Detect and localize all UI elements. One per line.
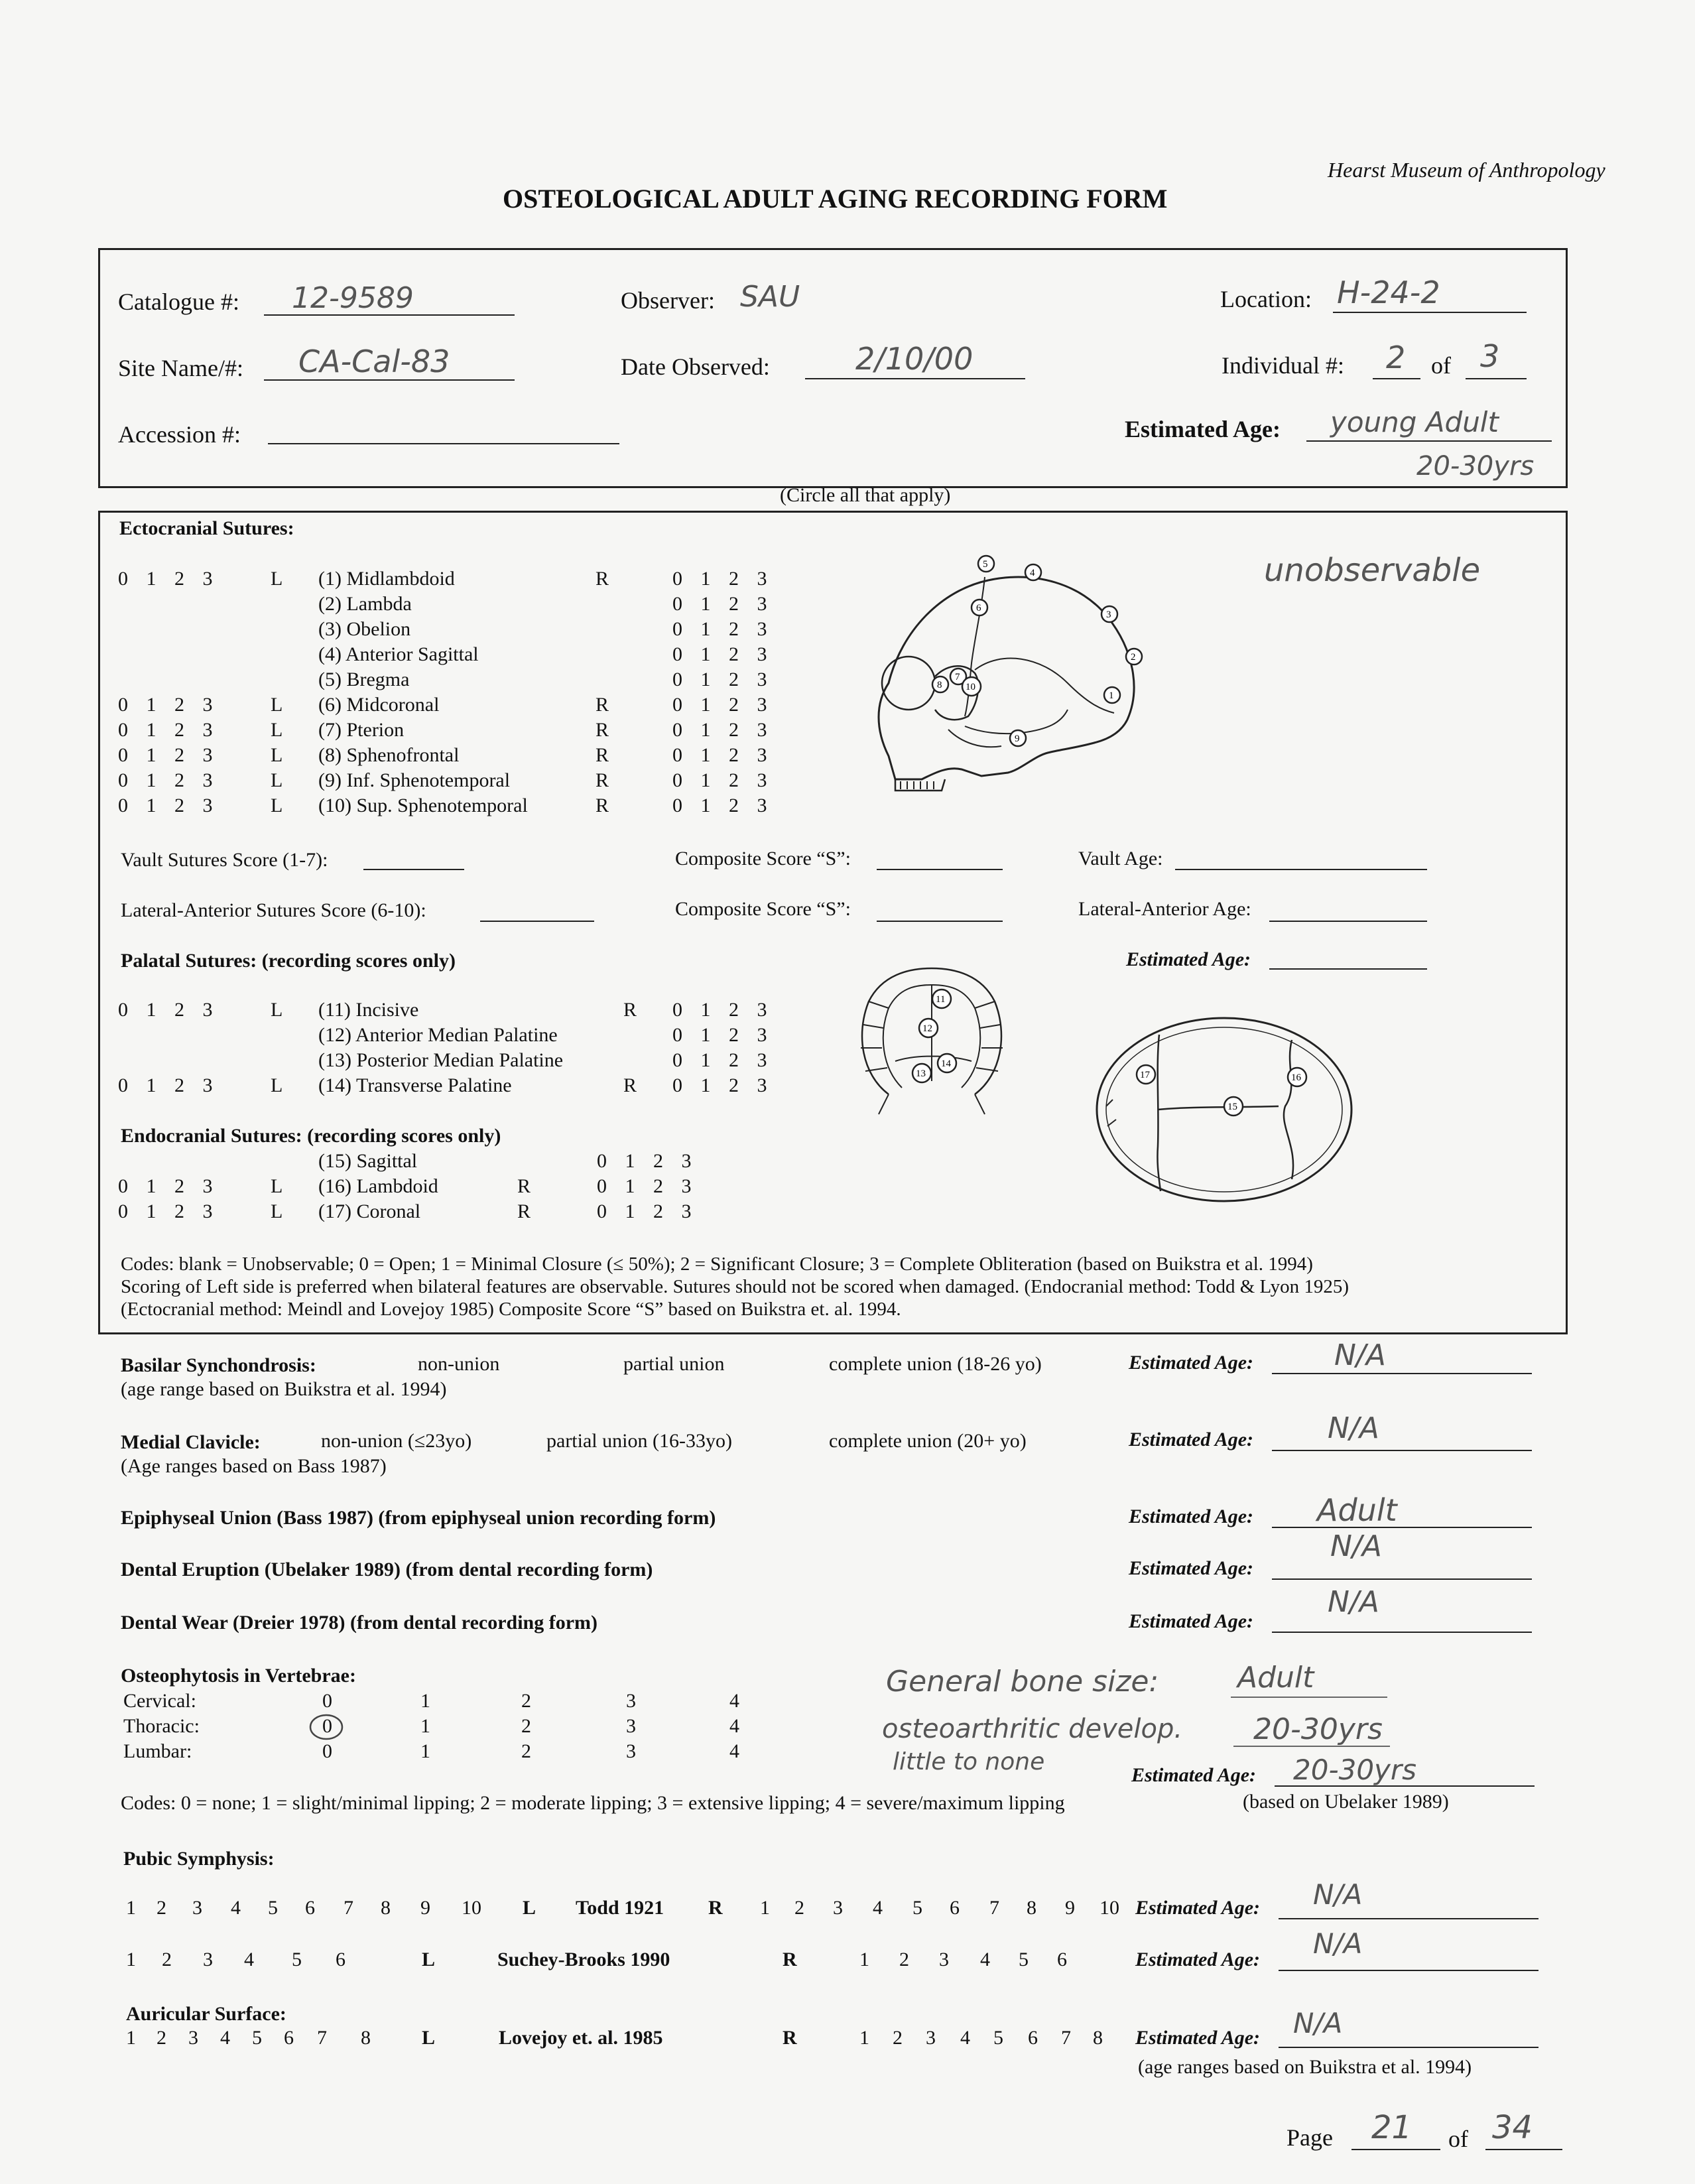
date-line	[805, 378, 1025, 379]
auricular-right-score[interactable]: 7	[1061, 2027, 1071, 2049]
ecto-right-scores[interactable]: 0 1 2 3	[672, 618, 774, 640]
palatal-right-scores[interactable]: 0 1 2 3	[672, 1024, 774, 1046]
ecto-item-name: (4) Anterior Sagittal	[318, 643, 479, 665]
ecto-left-scores[interactable]: 0 1 2 3	[118, 795, 220, 816]
osteo-score[interactable]: 3	[626, 1715, 636, 1737]
ectocranial-heading: Ectocranial Sutures:	[119, 517, 294, 539]
auricular-est-value[interactable]: N/A	[1293, 2007, 1343, 2039]
basilar-non-union[interactable]: non-union	[418, 1353, 500, 1375]
estimated-age-value[interactable]: young Adult	[1330, 406, 1499, 438]
museum-name: Hearst Museum of Anthropology	[1328, 158, 1605, 182]
osteo-score[interactable]: 1	[420, 1740, 430, 1762]
sb-est-label: Estimated Age:	[1135, 1949, 1261, 1970]
vault-score-label: Vault Sutures Score (1-7):	[121, 849, 328, 871]
basilar-title: Basilar Synchondrosis:	[121, 1354, 316, 1376]
sb-est-line	[1279, 1970, 1538, 1971]
ectocranial-note[interactable]: unobservable	[1264, 552, 1481, 589]
osteo-score[interactable]: 0	[322, 1690, 332, 1712]
auricular-right-score[interactable]: 6	[1028, 2027, 1038, 2049]
endocranial-heading: Endocranial Sutures: (recording scores only)	[121, 1125, 501, 1147]
osteo-note-1-line	[1231, 1697, 1387, 1698]
lateral-score-line[interactable]	[480, 921, 594, 922]
dental-eruption-est-line	[1272, 1578, 1532, 1580]
ecto-left-scores[interactable]: 0 1 2 3	[118, 744, 220, 766]
dental-eruption-est-value[interactable]: N/A	[1330, 1529, 1382, 1563]
osteo-note-2[interactable]: osteoarthritic develop.	[882, 1714, 1183, 1744]
basilar-sub: (age range based on Buikstra et al. 1994)	[121, 1378, 447, 1400]
catalogue-label: Catalogue #:	[118, 289, 239, 315]
ecto-left-marker: L	[271, 694, 283, 716]
individual-label: Individual #:	[1222, 352, 1344, 379]
clavicle-partial-union[interactable]: partial union (16-33yo)	[546, 1430, 732, 1452]
ecto-right-scores[interactable]: 0 1 2 3	[672, 593, 774, 615]
palatal-right-scores[interactable]: 0 1 2 3	[672, 1049, 774, 1071]
site-line	[264, 379, 515, 381]
sb-left-score[interactable]: 6	[336, 1949, 345, 1970]
auricular-right-score[interactable]: 1	[859, 2027, 869, 2049]
accession-line[interactable]	[268, 443, 619, 444]
todd-right-score[interactable]: 4	[873, 1897, 883, 1919]
palatal-left-marker: L	[271, 1074, 283, 1096]
osteo-score[interactable]: 4	[729, 1690, 739, 1712]
auricular-left-score[interactable]: 6	[284, 2027, 294, 2049]
ecto-right-scores[interactable]: 0 1 2 3	[672, 669, 774, 690]
ecto-item-name: (2) Lambda	[318, 593, 412, 615]
clavicle-est-label: Estimated Age:	[1129, 1429, 1254, 1450]
basilar-est-value[interactable]: N/A	[1334, 1338, 1386, 1372]
ecto-item-name: (8) Sphenofrontal	[318, 744, 460, 766]
palate-diagram	[849, 962, 1015, 1121]
osteo-note-1-value[interactable]: Adult	[1237, 1661, 1314, 1695]
svg-text:11: 11	[936, 994, 946, 1005]
ecto-item-name: (5) Bregma	[318, 669, 410, 690]
ecto-right-marker: R	[596, 568, 609, 590]
page-total-line	[1485, 2149, 1562, 2150]
svg-text:13: 13	[916, 1068, 926, 1079]
osteo-score[interactable]: 0	[322, 1715, 332, 1737]
ecto-left-marker: L	[271, 795, 283, 816]
ecto-right-marker: R	[596, 769, 609, 791]
dental-wear-est-line	[1272, 1632, 1532, 1633]
sb-left-score[interactable]: 4	[244, 1949, 254, 1970]
todd-left-score[interactable]: 10	[462, 1897, 481, 1919]
auricular-est-label: Estimated Age:	[1135, 2027, 1261, 2049]
auricular-right-score[interactable]: 4	[960, 2027, 970, 2049]
sb-right-score[interactable]: 5	[1019, 1949, 1029, 1970]
palatal-right-marker: R	[623, 1074, 637, 1096]
sb-right-marker: R	[783, 1949, 797, 1970]
ecto-left-scores[interactable]: 0 1 2 3	[118, 719, 220, 741]
ecto-item-name: (9) Inf. Sphenotemporal	[318, 769, 511, 791]
sb-label: Suchey-Brooks 1990	[497, 1949, 670, 1970]
todd-left-score[interactable]: 4	[231, 1897, 241, 1919]
sb-left-score[interactable]: 3	[203, 1949, 213, 1970]
endo-right-marker: R	[517, 1200, 531, 1222]
endo-left-marker: L	[271, 1175, 283, 1197]
clavicle-non-union[interactable]: non-union (≤23yo)	[321, 1430, 472, 1452]
auricular-right-score[interactable]: 8	[1093, 2027, 1103, 2049]
ecto-right-marker: R	[596, 795, 609, 816]
svg-text:6: 6	[976, 603, 981, 613]
svg-text:17: 17	[1140, 1070, 1150, 1080]
palatal-item-name: (14) Transverse Palatine	[318, 1074, 512, 1096]
endo-right-scores[interactable]: 0 1 2 3	[597, 1200, 698, 1222]
svg-text:9: 9	[1015, 734, 1020, 744]
sb-right-score[interactable]: 6	[1057, 1949, 1067, 1970]
individual-line	[1373, 378, 1420, 379]
ecto-right-marker: R	[596, 694, 609, 716]
osteo-codes: Codes: 0 = none; 1 = slight/minimal lipping; 2 = moderate lipping; 3 = extensive lipping; 4 = severe/maximum lipping	[121, 1792, 1065, 1814]
todd-left-score[interactable]: 8	[381, 1897, 391, 1919]
ecto-left-scores[interactable]: 0 1 2 3	[118, 568, 220, 590]
osteo-title: Osteophytosis in Vertebrae:	[121, 1665, 356, 1687]
dental-eruption-title: Dental Eruption (Ubelaker 1989) (from dental recording form)	[121, 1559, 653, 1580]
ecto-left-marker: L	[271, 744, 283, 766]
individual-of: of	[1431, 352, 1451, 379]
auricular-left-score[interactable]: 4	[220, 2027, 230, 2049]
svg-text:5: 5	[983, 559, 988, 570]
auricular-left-score[interactable]: 2	[157, 2027, 166, 2049]
catalogue-value[interactable]: 12-9589	[292, 281, 414, 315]
auricular-left-score[interactable]: 3	[188, 2027, 198, 2049]
basilar-est-line	[1272, 1373, 1532, 1374]
ecto-item-name: (6) Midcoronal	[318, 694, 440, 716]
codes-line-3: (Ectocranial method: Meindl and Lovejoy 1985) Composite Score “S” based on Buikstra et. al. 1994.	[121, 1299, 901, 1320]
svg-text:15: 15	[1227, 1102, 1237, 1112]
codes-line-1: Codes: blank = Unobservable; 0 = Open; 1 = Minimal Closure (≤ 50%); 2 = Significant Closure; 3 = Complete Obliteration (based on Buikstra et al. 1994)	[121, 1253, 1313, 1275]
todd-right-score[interactable]: 9	[1065, 1897, 1075, 1919]
composite-score-1-label: Composite Score “S”:	[675, 848, 851, 869]
todd-right-score[interactable]: 8	[1027, 1897, 1036, 1919]
auricular-right-score[interactable]: 5	[993, 2027, 1003, 2049]
auricular-sub: (age ranges based on Buikstra et al. 1994)	[1138, 2056, 1472, 2078]
palatal-right-scores[interactable]: 0 1 2 3	[672, 999, 774, 1021]
todd-est-value[interactable]: N/A	[1313, 1878, 1363, 1911]
palatal-left-scores[interactable]: 0 1 2 3	[118, 999, 220, 1021]
palatal-left-marker: L	[271, 999, 283, 1021]
sb-left-score[interactable]: 1	[126, 1949, 136, 1970]
auricular-right-score[interactable]: 2	[893, 2027, 903, 2049]
ecto-right-scores[interactable]: 0 1 2 3	[672, 568, 774, 590]
ecto-left-scores[interactable]: 0 1 2 3	[118, 694, 220, 716]
basilar-est-label: Estimated Age:	[1129, 1352, 1254, 1374]
todd-right-score[interactable]: 10	[1099, 1897, 1119, 1919]
osteo-score[interactable]: 1	[420, 1690, 430, 1712]
accession-label: Accession #:	[118, 421, 241, 448]
svg-text:16: 16	[1291, 1072, 1301, 1083]
osteo-est-label: Estimated Age:	[1131, 1764, 1257, 1786]
ecto-left-marker: L	[271, 719, 283, 741]
palatal-right-marker: R	[623, 999, 637, 1021]
clavicle-est-value[interactable]: N/A	[1328, 1411, 1379, 1445]
ecto-right-marker: R	[596, 744, 609, 766]
observer-label: Observer:	[621, 287, 715, 314]
composite-score-2-line[interactable]	[877, 921, 1003, 922]
osteo-score[interactable]: 1	[420, 1715, 430, 1737]
vault-score-line[interactable]	[363, 869, 464, 870]
palatal-heading: Palatal Sutures: (recording scores only)	[121, 950, 456, 972]
endo-left-marker: L	[271, 1200, 283, 1222]
osteo-based: (based on Ubelaker 1989)	[1243, 1791, 1449, 1813]
auricular-left-score[interactable]: 1	[126, 2027, 136, 2049]
estimated-age-label: Estimated Age:	[1125, 416, 1281, 442]
todd-right-score[interactable]: 2	[794, 1897, 804, 1919]
endo-item-name: (16) Lambdoid	[318, 1175, 438, 1197]
todd-right-score[interactable]: 3	[833, 1897, 843, 1919]
endocranial-diagram	[1093, 1013, 1358, 1206]
ecto-right-scores[interactable]: 0 1 2 3	[672, 694, 774, 716]
lateral-age-label: Lateral-Anterior Age:	[1078, 898, 1251, 920]
page-line	[1351, 2149, 1440, 2150]
svg-text:2: 2	[1131, 652, 1136, 663]
clavicle-sub: (Age ranges based on Bass 1987)	[121, 1455, 387, 1477]
osteo-est-value[interactable]: 20-30yrs	[1293, 1754, 1417, 1786]
todd-right-score[interactable]: 7	[989, 1897, 999, 1919]
osteo-row-label: Lumbar:	[123, 1740, 192, 1762]
todd-right-score[interactable]: 6	[950, 1897, 960, 1919]
estimated-age-line	[1306, 440, 1552, 442]
vault-age-line[interactable]	[1175, 869, 1427, 870]
ecto-item-name: (7) Pterion	[318, 719, 405, 741]
svg-text:1: 1	[1109, 690, 1114, 701]
ecto-right-scores[interactable]: 0 1 2 3	[672, 769, 774, 791]
auricular-left-score[interactable]: 8	[361, 2027, 371, 2049]
ecto-right-marker: R	[596, 719, 609, 741]
osteo-score[interactable]: 4	[729, 1715, 739, 1737]
todd-left-score[interactable]: 7	[344, 1897, 353, 1919]
ecto-estimated-age-line[interactable]	[1269, 968, 1427, 970]
date-value[interactable]: 2/10/00	[855, 341, 973, 377]
svg-text:14: 14	[941, 1059, 951, 1069]
composite-score-1-line[interactable]	[877, 869, 1003, 870]
osteo-row-label: Cervical:	[123, 1690, 196, 1712]
page-value[interactable]: 21	[1371, 2109, 1412, 2146]
todd-left-score[interactable]: 9	[420, 1897, 430, 1919]
ecto-left-scores[interactable]: 0 1 2 3	[118, 769, 220, 791]
clavicle-title: Medial Clavicle:	[121, 1431, 261, 1453]
todd-left-score[interactable]: 6	[305, 1897, 315, 1919]
ecto-estimated-age-label: Estimated Age:	[1126, 948, 1251, 970]
auricular-left-score[interactable]: 7	[317, 2027, 327, 2049]
todd-left-score[interactable]: 5	[268, 1897, 278, 1919]
endo-right-scores[interactable]: 0 1 2 3	[597, 1150, 698, 1172]
site-value[interactable]: CA-Cal-83	[298, 344, 450, 379]
skull-lateral-diagram	[849, 550, 1154, 796]
basilar-partial-union[interactable]: partial union	[623, 1353, 725, 1375]
epiphyseal-est-line	[1272, 1527, 1532, 1528]
basilar-complete-union[interactable]: complete union (18-26 yo)	[829, 1353, 1042, 1375]
auricular-left-marker: L	[422, 2027, 436, 2049]
palatal-left-scores[interactable]: 0 1 2 3	[118, 1074, 220, 1096]
todd-right-marker: R	[708, 1897, 723, 1919]
thoracic-0-circle	[306, 1712, 346, 1742]
sb-left-score[interactable]: 2	[162, 1949, 172, 1970]
endo-left-scores[interactable]: 0 1 2 3	[118, 1200, 220, 1222]
ecto-item-name: (1) Midlambdoid	[318, 568, 455, 590]
ecto-right-scores[interactable]: 0 1 2 3	[672, 744, 774, 766]
endo-item-name: (15) Sagittal	[318, 1150, 418, 1172]
page-total[interactable]: 34	[1492, 2109, 1533, 2146]
svg-text:4: 4	[1030, 568, 1035, 578]
location-line	[1333, 312, 1527, 313]
sb-est-value[interactable]: N/A	[1313, 1927, 1363, 1960]
sb-right-score[interactable]: 4	[980, 1949, 990, 1970]
osteo-note-3[interactable]: little to none	[893, 1748, 1045, 1775]
palatal-item-name: (12) Anterior Median Palatine	[318, 1024, 558, 1046]
sb-right-score[interactable]: 2	[899, 1949, 909, 1970]
endo-right-scores[interactable]: 0 1 2 3	[597, 1175, 698, 1197]
ecto-right-scores[interactable]: 0 1 2 3	[672, 795, 774, 816]
ecto-right-scores[interactable]: 0 1 2 3	[672, 643, 774, 665]
endo-right-marker: R	[517, 1175, 531, 1197]
clavicle-complete-union[interactable]: complete union (20+ yo)	[829, 1430, 1027, 1452]
epiphyseal-est-label: Estimated Age:	[1129, 1506, 1254, 1527]
dental-eruption-est-label: Estimated Age:	[1129, 1557, 1254, 1579]
osteo-note-2-value[interactable]: 20-30yrs	[1253, 1712, 1383, 1746]
auricular-est-line	[1279, 2047, 1538, 2048]
location-value[interactable]: H-24-2	[1337, 275, 1440, 310]
sb-left-marker: L	[422, 1949, 436, 1970]
todd-left-score[interactable]: 1	[126, 1897, 136, 1919]
date-label: Date Observed:	[621, 353, 770, 380]
dental-wear-est-label: Estimated Age:	[1129, 1610, 1254, 1632]
auricular-right-marker: R	[783, 2027, 797, 2049]
palatal-right-scores[interactable]: 0 1 2 3	[672, 1074, 774, 1096]
observer-value[interactable]: SAU	[740, 280, 800, 314]
epiphyseal-title: Epiphyseal Union (Bass 1987) (from epiphyseal union recording form)	[121, 1507, 716, 1529]
dental-wear-est-value[interactable]: N/A	[1328, 1585, 1379, 1619]
circle-note: (Circle all that apply)	[780, 484, 951, 506]
svg-text:12: 12	[922, 1023, 932, 1034]
osteo-score[interactable]: 2	[521, 1740, 531, 1762]
endo-item-name: (17) Coronal	[318, 1200, 421, 1222]
individual-value[interactable]: 2	[1386, 340, 1406, 375]
svg-text:3: 3	[1106, 610, 1111, 620]
sb-right-score[interactable]: 3	[939, 1949, 949, 1970]
ecto-left-marker: L	[271, 769, 283, 791]
ecto-left-marker: L	[271, 568, 283, 590]
dental-wear-title: Dental Wear (Dreier 1978) (from dental recording form)	[121, 1612, 598, 1634]
todd-left-score[interactable]: 3	[192, 1897, 202, 1919]
vault-age-label: Vault Age:	[1078, 848, 1163, 869]
ecto-item-name: (10) Sup. Sphenotemporal	[318, 795, 528, 816]
page-of: of	[1448, 2126, 1468, 2152]
individual-total[interactable]: 3	[1480, 338, 1500, 374]
lateral-age-line[interactable]	[1269, 921, 1427, 922]
todd-left-score[interactable]: 2	[157, 1897, 166, 1919]
todd-left-marker: L	[523, 1897, 536, 1919]
auricular-right-score[interactable]: 3	[926, 2027, 936, 2049]
osteo-score[interactable]: 4	[729, 1740, 739, 1762]
todd-right-score[interactable]: 1	[760, 1897, 770, 1919]
osteo-score[interactable]: 2	[521, 1715, 531, 1737]
auricular-label: Lovejoy et. al. 1985	[499, 2027, 663, 2049]
epiphyseal-est-value[interactable]: Adult	[1317, 1492, 1397, 1528]
endo-left-scores[interactable]: 0 1 2 3	[118, 1175, 220, 1197]
todd-est-line	[1279, 1918, 1538, 1919]
form-title: OSTEOLOGICAL ADULT AGING RECORDING FORM	[503, 184, 1168, 214]
todd-label: Todd 1921	[576, 1897, 664, 1919]
todd-right-score[interactable]: 5	[912, 1897, 922, 1919]
composite-score-2-label: Composite Score “S”:	[675, 898, 851, 920]
svg-text:10: 10	[966, 682, 975, 692]
lateral-score-label: Lateral-Anterior Sutures Score (6-10):	[121, 899, 426, 921]
ecto-item-name: (3) Obelion	[318, 618, 411, 640]
sb-right-score[interactable]: 1	[859, 1949, 869, 1970]
estimated-age-value-2[interactable]: 20-30yrs	[1416, 451, 1535, 482]
codes-line-2: Scoring of Left side is preferred when bilateral features are observable. Sutures should not be scored when damaged. (Endocranial method: Todd & Lyon 1925)	[121, 1276, 1350, 1297]
todd-est-label: Estimated Age:	[1135, 1897, 1261, 1919]
auricular-left-score[interactable]: 5	[252, 2027, 262, 2049]
osteo-score[interactable]: 3	[626, 1690, 636, 1712]
clavicle-est-line	[1272, 1450, 1532, 1451]
page-label: Page	[1287, 2124, 1333, 2151]
ecto-right-scores[interactable]: 0 1 2 3	[672, 719, 774, 741]
osteo-score[interactable]: 2	[521, 1690, 531, 1712]
palatal-item-name: (13) Posterior Median Palatine	[318, 1049, 564, 1071]
individual-total-line	[1466, 378, 1527, 379]
osteo-score[interactable]: 0	[322, 1740, 332, 1762]
svg-text:7: 7	[955, 672, 960, 682]
sb-left-score[interactable]: 5	[292, 1949, 302, 1970]
pubic-title: Pubic Symphysis:	[123, 1848, 275, 1870]
palatal-item-name: (11) Incisive	[318, 999, 419, 1021]
osteo-row-label: Thoracic:	[123, 1715, 200, 1737]
location-label: Location:	[1220, 286, 1312, 312]
osteo-score[interactable]: 3	[626, 1740, 636, 1762]
site-label: Site Name/#:	[118, 355, 243, 381]
auricular-title: Auricular Surface:	[126, 2003, 286, 2025]
osteo-note-1[interactable]: General bone size:	[886, 1665, 1159, 1699]
svg-text:8: 8	[937, 680, 942, 690]
